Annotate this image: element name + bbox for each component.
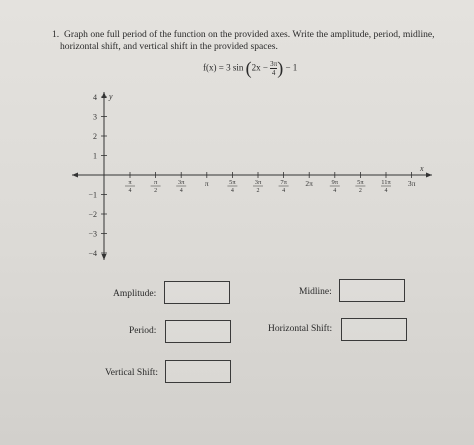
y-tick-label: −1: [88, 190, 97, 200]
y-tick-label: −3: [88, 229, 97, 239]
problem-number: 1.: [52, 29, 60, 40]
x-tick-denominator: 4: [128, 188, 132, 194]
amplitude-label: Amplitude:: [113, 289, 157, 299]
formula-close-paren: ): [277, 58, 284, 78]
x-tick-label: 5π: [357, 179, 364, 186]
y-tick-label: −2: [88, 210, 97, 219]
formula-lhs: f(x) = 3 sin: [203, 62, 244, 73]
amplitude-answer-box[interactable]: [164, 281, 230, 304]
formula-open-paren: (: [245, 58, 252, 78]
vertical-shift-label: Vertical Shift:: [105, 368, 159, 378]
x-axis-right-arrow: [426, 173, 432, 178]
x-tick-denominator: 2: [358, 188, 362, 194]
x-tick-label: 5π: [229, 179, 236, 186]
formula-inner: 2x −: [251, 62, 268, 73]
period-label: Period:: [129, 326, 157, 336]
x-axis-label: x: [420, 164, 424, 173]
x-tick-label: 11π: [381, 179, 391, 186]
y-axis-down-arrow: [102, 254, 107, 260]
y-axis-label: y: [109, 92, 113, 101]
formula-frac-numerator: 3π: [270, 60, 278, 68]
x-tick-denominator: 2: [154, 188, 158, 194]
y-tick-label: 3: [93, 112, 97, 122]
formula-tail: − 1: [285, 62, 298, 73]
x-tick-label: 3π: [177, 179, 185, 186]
x-tick-label: 2π: [305, 179, 313, 188]
vertical-shift-answer-box[interactable]: [165, 360, 231, 383]
x-tick-label: 9π: [331, 179, 339, 186]
x-tick-label: 7π: [280, 179, 287, 186]
y-tick-label: 2: [93, 132, 97, 141]
x-tick-label: π: [204, 179, 209, 188]
x-tick-denominator: 4: [333, 188, 337, 194]
x-tick-denominator: 4: [179, 188, 183, 194]
x-tick-label: 3π: [407, 179, 416, 188]
x-tick-label: 3π: [254, 179, 262, 186]
formula-frac-denominator: 4: [271, 69, 276, 77]
x-axis-left-arrow: [72, 173, 78, 178]
x-tick-label: π: [153, 179, 158, 186]
midline-answer-box[interactable]: [339, 279, 405, 302]
problem-text: Graph one full period of the function on the provided axes. Write the amplitude, period, midline, horizontal shift, and vertical shift in the provided spaces.: [60, 29, 435, 52]
x-tick-denominator: 2: [256, 188, 260, 194]
period-answer-box[interactable]: [165, 320, 231, 343]
y-tick-label: 4: [93, 93, 97, 102]
y-tick-label: 1: [93, 151, 97, 161]
horizontal-shift-answer-box[interactable]: [341, 318, 407, 341]
midline-label: Midline:: [299, 287, 332, 297]
x-tick-denominator: 4: [384, 188, 388, 194]
x-tick-denominator: 4: [282, 188, 286, 194]
x-tick-label: π: [128, 179, 132, 186]
x-tick-denominator: 4: [230, 188, 234, 194]
horizontal-shift-label: Horizontal Shift:: [268, 324, 333, 334]
y-tick-label: −4: [88, 249, 97, 258]
